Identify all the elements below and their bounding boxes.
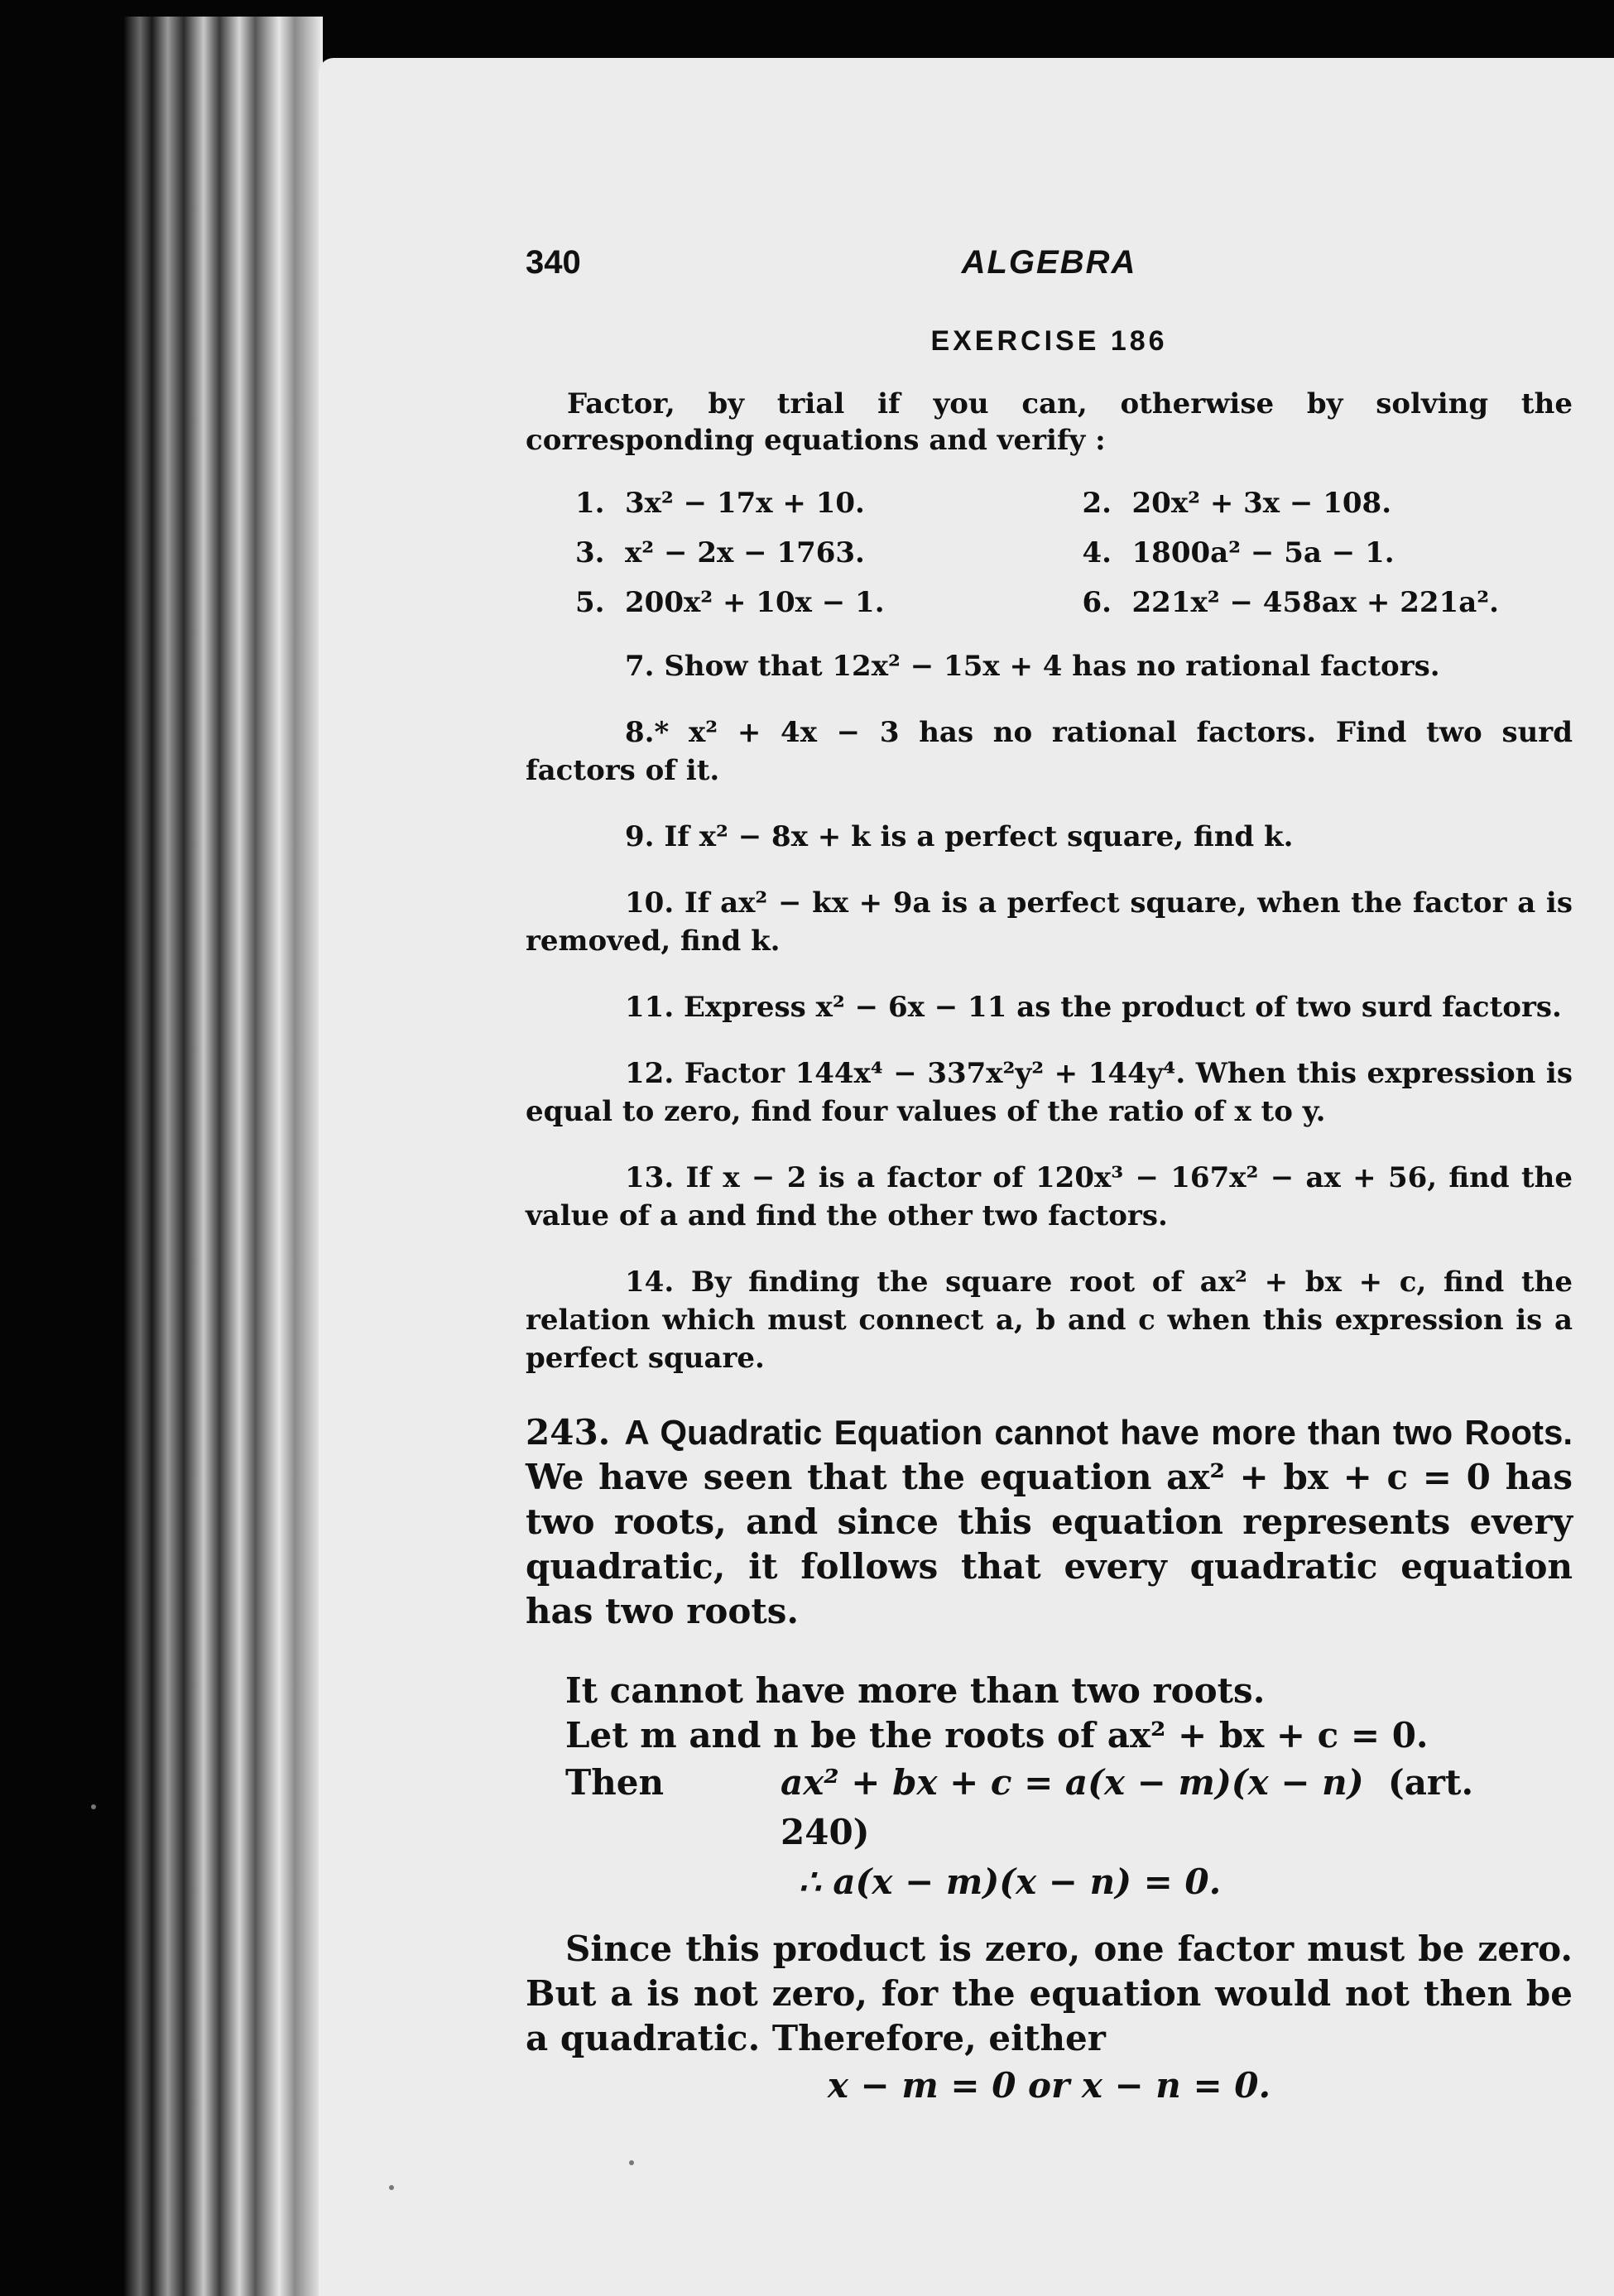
problem-number: 12. [625, 1057, 675, 1090]
article-paragraph [526, 1410, 1573, 1634]
problem-number: 13. [625, 1161, 675, 1194]
article-title: A Quadratic Equation cannot have more than two Roots. [624, 1413, 1573, 1452]
problem-number: 3. [575, 536, 605, 569]
problem-item [526, 884, 1573, 960]
problem-number: 10. [625, 886, 675, 920]
dust-speck [629, 2160, 634, 2165]
problem-item [526, 713, 1573, 790]
running-head: ALGEBRA [961, 244, 1137, 281]
final-equation: x − m = 0 or x − n = 0. [827, 2065, 1271, 2106]
problem-item [575, 586, 1066, 619]
problem-item [526, 1263, 1573, 1377]
problem-number: 4. [1082, 536, 1112, 569]
dust-speck [91, 1804, 96, 1809]
problem-item [526, 818, 1573, 856]
problem-item [526, 988, 1573, 1026]
equation [781, 1758, 1573, 1857]
exercise-grid [575, 487, 1573, 619]
page-number: 340 [526, 244, 581, 281]
problem-text: x² − 2x − 1763. [625, 536, 865, 569]
problem-text: 20x² + 3x − 108. [1131, 487, 1392, 520]
therefore-equation: ∴ a(x − m)(x − n) = 0. [799, 1861, 1222, 1902]
problem-text: Show that 12x² − 15x + 4 has no rational factors. [664, 650, 1440, 683]
then-label: Then [565, 1762, 665, 1803]
problem-number: 6. [1082, 586, 1112, 619]
problem-text: 1800a² − 5a − 1. [1131, 536, 1395, 569]
book-edge [124, 17, 323, 2296]
problem-text: 3x² − 17x + 10. [625, 487, 865, 520]
problem-item [526, 1054, 1573, 1131]
problem-item [575, 487, 1066, 520]
problem-number: 14. [625, 1266, 675, 1299]
problem-number: 8.* [625, 716, 670, 749]
exercise-heading: EXERCISE 186 [930, 325, 1168, 357]
problem-number: 1. [575, 487, 605, 520]
article-text: It cannot have more than two roots. [565, 1670, 1266, 1711]
problem-item [1083, 586, 1573, 619]
problem-text: 200x² + 10x − 1. [625, 586, 885, 619]
article-text: Let m and n be the roots of ax² + bx + c = 0. [565, 1715, 1429, 1756]
problem-text: If ax² − kx + 9a is a perfect square, when the factor a is removed, find k. [526, 886, 1573, 958]
problem-item [575, 536, 1066, 569]
article-number: 243. [526, 1412, 611, 1453]
problem-text: Factor 144x⁴ − 337x²y² + 144y⁴. When this expression is equal to zero, find four values of the ratio of x to y. [526, 1057, 1573, 1128]
exercise-instructions: Factor, by trial if you can, otherwise by solving the corresponding equations and verify : [526, 387, 1573, 457]
problem-number: 2. [1082, 487, 1112, 520]
problem-text: By finding the square root of ax² + bx + c, find the relation which must connect a, b and c when this expression is a perfect square. [526, 1266, 1573, 1375]
problem-item [526, 1159, 1573, 1235]
page-header [526, 244, 1573, 294]
article-text: Since this product is zero, one factor must be zero. But a is not zero, for the equation would not then be a quadratic. Therefore, either [526, 1929, 1573, 2058]
page-content [526, 244, 1573, 2111]
problem-number: 9. [625, 820, 655, 853]
problem-text: 221x² − 458ax + 221a². [1131, 586, 1499, 619]
article-text: We have seen that the equation ax² + bx + c = 0 has two roots, and since this equation represents every quadratic, it follows that every quadratic equation has two roots. [526, 1457, 1573, 1631]
equation-text: ax² + bx + c = a(x − m)(x − n) [781, 1762, 1364, 1803]
article-reference: (art. 240) [781, 1762, 1474, 1852]
problem-text: If x − 2 is a factor of 120x³ − 167x² − ax + 56, find the value of a and find the other two factors. [526, 1161, 1573, 1232]
problem-number: 5. [575, 586, 605, 619]
dust-speck [389, 2185, 394, 2190]
problem-item [1083, 536, 1573, 569]
problem-item [526, 647, 1573, 685]
problem-number: 7. [625, 650, 655, 683]
book-page [319, 58, 1614, 2296]
problem-number: 11. [625, 991, 675, 1024]
problem-text: x² + 4x − 3 has no rational factors. Find two surd factors of it. [526, 716, 1573, 787]
problem-text: Express x² − 6x − 11 as the product of two surd factors. [684, 991, 1562, 1024]
then-equation [526, 1758, 1573, 1857]
problem-item [1083, 487, 1573, 520]
problem-text: If x² − 8x + k is a perfect square, find k. [664, 820, 1294, 853]
